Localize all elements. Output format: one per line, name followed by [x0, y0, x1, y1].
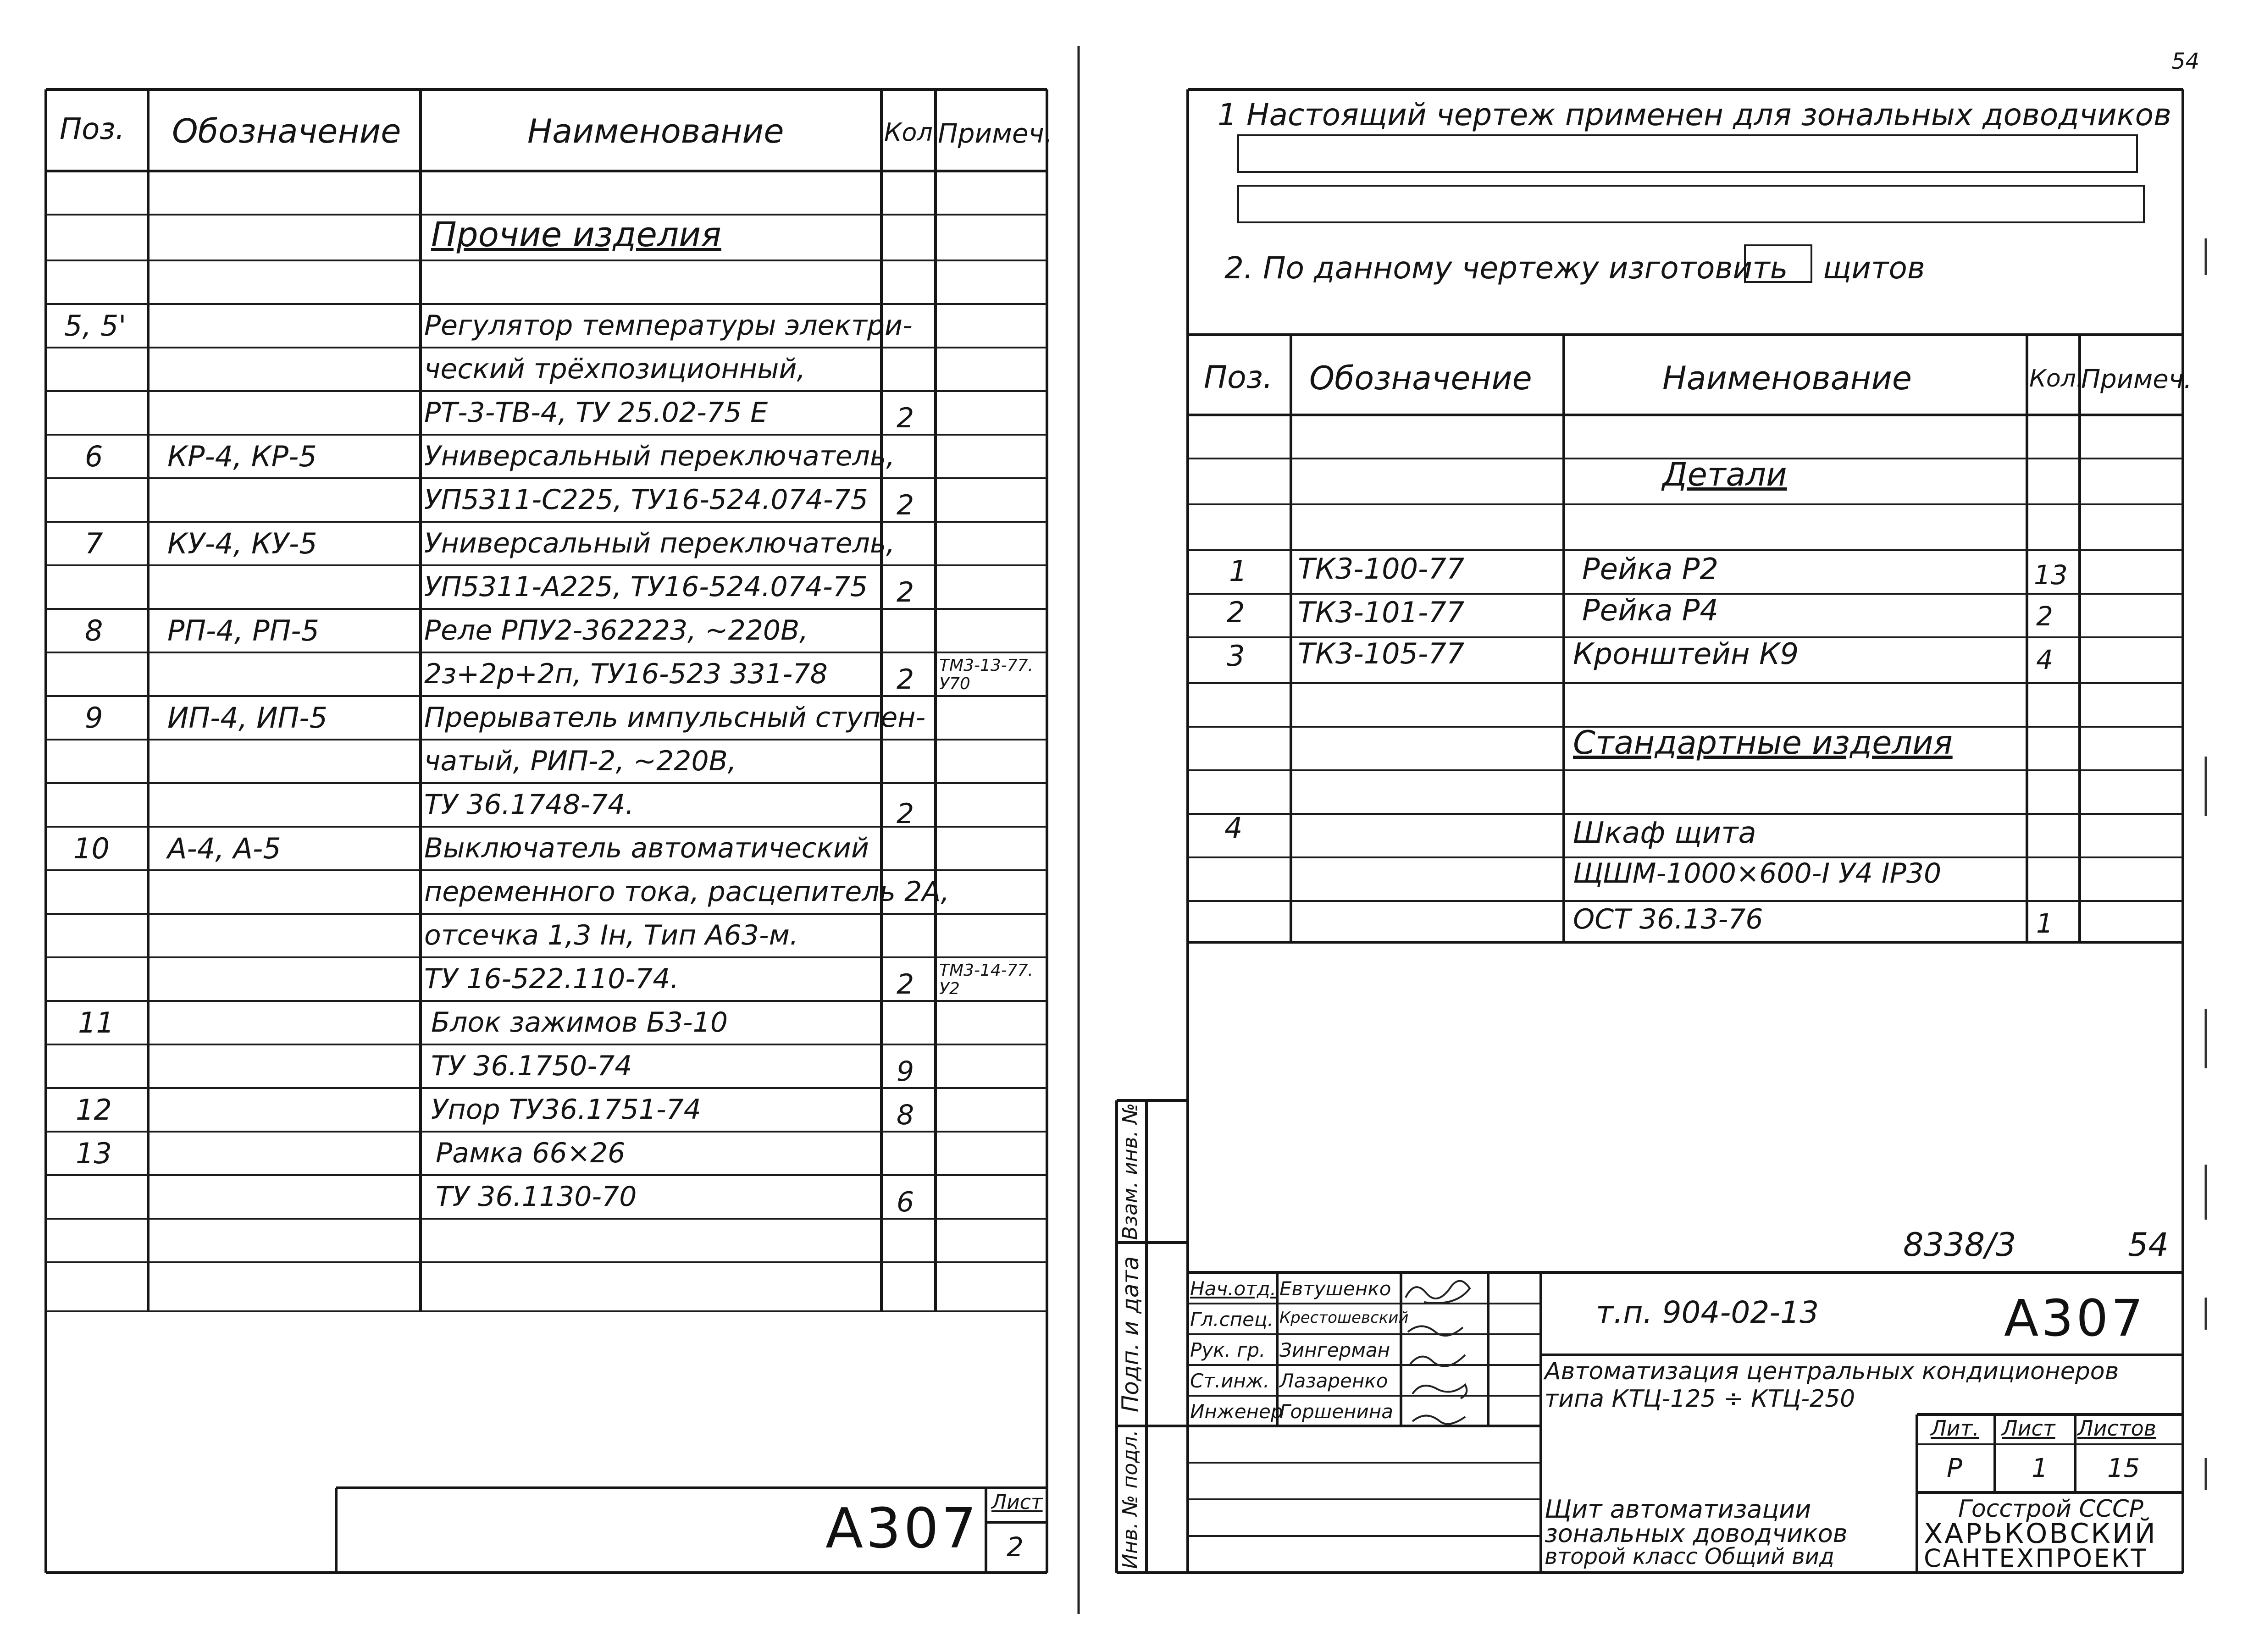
standard-name: ОСТ 36.13-76 — [1573, 903, 1763, 935]
note-1: 1 Настоящий чертеж применен для зональных доводчиков — [1218, 97, 2171, 133]
org-name-line-2: САНТЕХПРОЕКТ — [1924, 1544, 2148, 1573]
row-qty: 2 — [897, 402, 914, 434]
detail-name: Рейка Р4 — [1582, 594, 1719, 628]
row-name: Выключатель автоматический — [424, 832, 869, 864]
detail-pos: 1 — [1229, 554, 1247, 588]
sheets-label: Листов — [2077, 1416, 2156, 1441]
side-label-signature-date: Подп. и дата — [1117, 1256, 1144, 1413]
row-name: Универсальный переключатель, — [424, 440, 895, 472]
row-name: ческий трёхпозиционный, — [424, 353, 806, 385]
row-name: РТ-3-ТВ-4, ТУ 25.02-75 Е — [424, 397, 768, 429]
row-name: ТУ 36.1130-70 — [436, 1181, 637, 1213]
row-qty: 2 — [897, 576, 914, 608]
name-head-dept: Евтушенко — [1279, 1277, 1391, 1300]
standard-name: ЩШМ-1000×600-I У4 IP30 — [1573, 857, 1942, 890]
row-designation: РП-4, РП-5 — [167, 614, 320, 647]
row-pos: 6 — [85, 440, 103, 473]
side-label-replacement: Взам. инв. № — [1118, 1103, 1142, 1240]
sheet-label: Лист — [2002, 1416, 2055, 1441]
row-pos: 5, 5' — [64, 309, 127, 343]
header-designation: Обозначение — [172, 112, 401, 150]
role-chief-spec: Гл.спец. — [1190, 1308, 1273, 1331]
detail-qty: 4 — [2036, 644, 2053, 675]
section-title-standard-items: Стандартные изделия — [1573, 724, 1953, 762]
row-name: отсечка 1,3 Iн, Тип А63-м. — [424, 919, 798, 951]
row-name: Прерыватель импульсный ступен- — [424, 702, 926, 734]
detail-designation: ТК3-101-77 — [1298, 596, 1465, 629]
standard-pos: 4 — [1224, 811, 1243, 845]
name-group-lead: Зингерман — [1279, 1339, 1390, 1361]
role-group-lead: Рук. гр. — [1190, 1339, 1266, 1361]
stage-label: Лит. — [1931, 1416, 1979, 1441]
header-note: Примеч. — [2081, 365, 2192, 394]
name-senior-eng: Лазаренко — [1279, 1370, 1388, 1392]
archive-number: 8338/3 — [1903, 1226, 2016, 1264]
panel-count-field — [1745, 245, 1811, 282]
row-qty: 9 — [897, 1055, 914, 1088]
left-stamp-sheet-label: Лист — [991, 1491, 1043, 1514]
row-name: Регулятор температуры электри- — [424, 309, 913, 342]
header-qty: Кол. — [2029, 365, 2084, 392]
standard-qty: 1 — [2036, 908, 2053, 939]
header-qty: Кол. — [884, 118, 941, 147]
header-name: Наименование — [527, 112, 784, 150]
row-designation: КУ-4, КУ-5 — [167, 527, 317, 560]
side-label-inventory: Инв. № подл. — [1118, 1430, 1142, 1569]
row-designation: А-4, А-5 — [167, 832, 281, 865]
document-code: А307 — [2004, 1289, 2146, 1348]
row-pos: 13 — [76, 1137, 112, 1170]
row-name: Блок зажимов Б3-10 — [431, 1006, 728, 1039]
row-name: ТУ 16-522.110-74. — [424, 963, 679, 995]
note-2-prefix: 2. По данному чертежу изготовить — [1224, 250, 1788, 286]
project-title-line-2: типа КТЦ-125 ÷ КТЦ-250 — [1545, 1385, 1855, 1413]
name-chief-spec: Крестошевский — [1279, 1309, 1409, 1327]
org-name-line-1: ХАРЬКОВСКИЙ — [1924, 1518, 2157, 1550]
row-name: Рамка 66×26 — [436, 1137, 626, 1169]
detail-name: Кронштейн К9 — [1573, 637, 1799, 671]
doc-title-line-2: зональных доводчиков — [1545, 1519, 1848, 1548]
row-note: ТМ3-13-77. У70 — [939, 656, 1033, 693]
row-name: Реле РПУ2-362223, ~220В, — [424, 614, 808, 646]
section-title-details: Детали — [1662, 456, 1787, 493]
detail-pos: 2 — [1227, 596, 1245, 629]
row-name: ТУ 36.1750-74 — [431, 1050, 632, 1082]
header-note: Примеч. — [938, 118, 1053, 149]
row-qty: 2 — [897, 798, 914, 830]
row-qty: 2 — [897, 489, 914, 521]
note-2-suffix: щитов — [1823, 250, 1925, 286]
row-note: ТМ3-14-77. У2 — [939, 961, 1033, 998]
row-designation: ИП-4, ИП-5 — [167, 701, 328, 735]
detail-designation: ТК3-100-77 — [1298, 552, 1465, 586]
header-name: Наименование — [1662, 359, 1912, 397]
row-pos: 11 — [78, 1006, 114, 1039]
doc-title-line-1: Щит автоматизации — [1545, 1495, 1811, 1524]
row-name: переменного тока, расцепитель 2А, — [424, 876, 950, 908]
left-stamp-code: А307 — [825, 1497, 980, 1561]
row-pos: 8 — [85, 614, 103, 647]
row-name: Упор ТУ36.1751-74 — [431, 1094, 701, 1126]
row-name: УП5311-А225, ТУ16-524.074-75 — [424, 571, 868, 603]
page-corner-number: 54 — [2171, 49, 2200, 74]
name-engineer: Горшенина — [1279, 1400, 1393, 1423]
row-pos: 9 — [85, 701, 103, 735]
header-pos: Поз. — [1204, 359, 1273, 396]
row-qty: 6 — [897, 1186, 914, 1218]
row-pos: 10 — [73, 832, 110, 865]
row-qty: 8 — [897, 1099, 914, 1131]
row-name: УП5311-С225, ТУ16-524.074-75 — [424, 484, 868, 516]
detail-name: Рейка Р2 — [1582, 553, 1719, 586]
project-title-line-1: Автоматизация центральных кондиционеров — [1545, 1358, 2119, 1385]
standard-name: Шкаф щита — [1573, 816, 1756, 850]
row-qty: 2 — [897, 663, 914, 696]
detail-qty: 2 — [2036, 601, 2053, 632]
sheets-value: 15 — [2107, 1453, 2140, 1483]
stage-value: Р — [1947, 1453, 1962, 1483]
detail-designation: ТК3-105-77 — [1298, 637, 1465, 670]
header-designation: Обозначение — [1309, 359, 1532, 397]
doc-title-line-3: второй класс Общий вид — [1545, 1544, 1834, 1569]
detail-qty: 13 — [2034, 559, 2068, 591]
row-qty: 2 — [897, 968, 914, 1000]
section-title-other-items: Прочие изделия — [431, 215, 721, 254]
row-name: 2з+2р+2п, ТУ16-523 331-78 — [424, 658, 828, 690]
row-name: Универсальный переключатель, — [424, 527, 895, 559]
archive-page: 54 — [2128, 1226, 2169, 1264]
header-pos: Поз. — [60, 112, 125, 146]
row-name: чатый, РИП-2, ~220В, — [424, 745, 736, 777]
left-stamp-sheet-number: 2 — [1007, 1531, 1024, 1563]
row-pos: 12 — [76, 1093, 112, 1127]
project-number: т.п. 904-02-13 — [1596, 1295, 1819, 1330]
sheet-value: 1 — [2032, 1453, 2048, 1483]
role-senior-eng: Ст.инж. — [1190, 1370, 1270, 1392]
row-designation: КР-4, КР-5 — [167, 440, 317, 473]
role-engineer: Инженер — [1190, 1400, 1283, 1423]
org-ministry: Госстрой СССР — [1958, 1495, 2143, 1523]
role-head-dept: Нач.отд. — [1190, 1277, 1277, 1300]
detail-pos: 3 — [1227, 639, 1245, 673]
row-pos: 7 — [85, 527, 103, 560]
row-name: ТУ 36.1748-74. — [424, 789, 634, 821]
